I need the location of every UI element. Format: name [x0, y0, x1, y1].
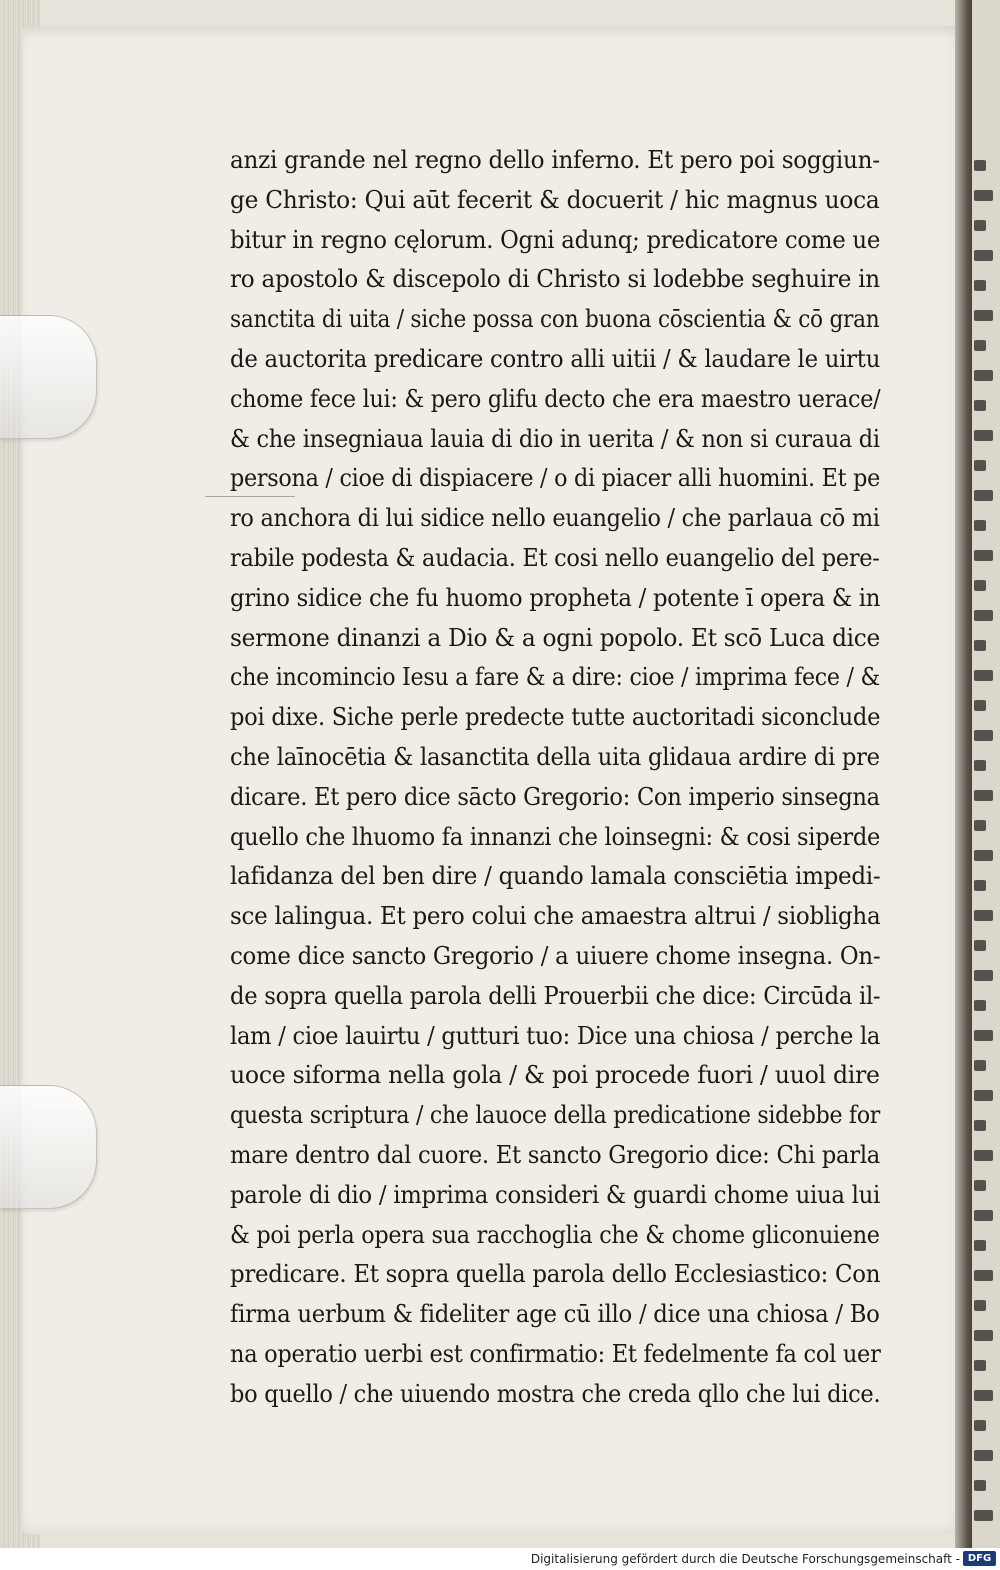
facing-page-text-fragment [974, 400, 986, 411]
facing-page-text-fragment [974, 220, 986, 231]
text-line: chome fece lui: & pero glifu decto che era maestro uerace/ [230, 383, 881, 413]
facing-page-text-fragment [974, 1480, 986, 1491]
text-line: come dice sancto Gregorio / a uiuere chome insegna. On- [230, 940, 881, 970]
facing-page-text-fragment [974, 820, 986, 831]
facing-page-text-fragment [974, 160, 986, 171]
text-line: mare dentro dal cuore. Et sancto Gregorio dice: Chi parla [230, 1139, 881, 1169]
text-line: persona / cioe di dispiacere / o di piacer alli huomini. Et pe [230, 463, 881, 493]
text-line: sanctita di uita / siche possa con buona cōscientia & cō gran [230, 304, 880, 334]
facing-page-text-fragment [974, 580, 986, 591]
text-line: & poi perla opera sua racchoglia che & chome gliconuiene [230, 1219, 880, 1249]
facing-page-text-fragment [974, 760, 986, 771]
text-line: ro anchora di lui sidice nello euangelio / che parlaua cō mi [230, 503, 880, 533]
facing-page-text-fragment [974, 190, 993, 201]
text-line: sermone dinanzi a Dio & a ogni popolo. Et scō Luca dice [230, 622, 880, 652]
facing-page-text-fragment [974, 340, 986, 351]
facing-page-text-fragment [974, 1060, 986, 1071]
footer-bar [0, 1548, 1000, 1570]
text-line: lafidanza del ben dire / quando lamala consciētia impedi- [230, 861, 881, 891]
facing-page-text-fragment [974, 1330, 993, 1341]
page-clip-top [0, 315, 97, 439]
text-line: sce lalingua. Et pero colui che amaestra altrui / siobligha [230, 901, 881, 931]
text-line: firma uerbum & fideliter age cū illo / dice una chiosa / Bo [230, 1299, 880, 1329]
facing-page-text-fragment [974, 1390, 993, 1401]
facing-page-text-fragment [974, 730, 993, 741]
text-line: na operatio uerbi est confirmatio: Et fedelmente fa col uer [230, 1338, 881, 1368]
facing-page-text-fragment [974, 1450, 993, 1461]
facing-page-text-fragment [974, 1240, 986, 1251]
facing-page-text-fragment [974, 1150, 993, 1161]
text-line: rabile podesta & audacia. Et cosi nello euangelio del pere- [230, 542, 880, 572]
text-line: dicare. Et pero dice sācto Gregorio: Con imperio sinsegna [230, 781, 880, 811]
text-line: predicare. Et sopra quella parola dello Ecclesiastico: Con [230, 1259, 881, 1289]
facing-page [972, 0, 1000, 1548]
facing-page-text-fragment [974, 1030, 993, 1041]
facing-page-text-fragment [974, 1360, 986, 1371]
facing-page-text-fragment [974, 1180, 986, 1191]
facing-page-text-fragment [974, 460, 986, 471]
text-line: anzi grande nel regno dello inferno. Et pero poi soggiun- [230, 145, 880, 174]
facing-page-text-fragment [974, 310, 993, 321]
facing-page-text-fragment [974, 550, 993, 561]
text-line: bo quello / che uiuendo mostra che creda qllo che lui dice. [230, 1378, 881, 1408]
facing-page-text-fragment [974, 1210, 993, 1221]
text-line: poi dixe. Siche perle predecte tutte auctoritadi siconclude [230, 702, 881, 732]
facing-page-text-fragment [974, 670, 993, 681]
facing-page-text-fragment [974, 520, 986, 531]
facing-page-text-fragment [974, 1420, 986, 1431]
facing-page-text-fragment [974, 1090, 993, 1101]
facing-page-text-fragment [974, 280, 986, 291]
facing-page-text-fragment [974, 790, 993, 801]
facing-page-text-fragment [974, 1300, 986, 1311]
facing-page-text-fragment [974, 1270, 993, 1281]
text-line: uoce siforma nella gola / & poi procede fuori / uuol dire [230, 1060, 880, 1090]
facing-page-text-fragment [974, 910, 993, 921]
text-line: de auctorita predicare contro alli uitii / & laudare le uirtu [230, 343, 881, 373]
printed-text-block [230, 140, 880, 1414]
text-line: de sopra quella parola delli Prouerbii che dice: Circūda il- [230, 980, 881, 1010]
text-line: che incomincio Iesu a fare & a dire: cioe / imprima fece / & [230, 662, 880, 692]
text-line: quello che lhuomo fa innanzi che loinsegni: & cosi siperde [230, 821, 881, 851]
text-line: parole di dio / imprima consideri & guardi chome uiua lui [230, 1179, 881, 1209]
facing-page-text-fragment [974, 430, 993, 441]
dfg-logo: DFG [963, 1551, 996, 1566]
facing-page-text-fragment [974, 1510, 993, 1521]
facing-page-text-fragment [974, 700, 986, 711]
facing-page-text-fragment [974, 610, 993, 621]
facing-page-text-fragment [974, 940, 986, 951]
facing-page-text-fragment [974, 490, 993, 501]
text-line: che laīnocētia & lasanctita della uita glidaua ardire di pre [230, 741, 880, 771]
facing-page-text-fragment [974, 850, 993, 861]
facing-page-text-fragment [974, 1000, 986, 1011]
text-line: lam / cioe lauirtu / gutturi tuo: Dice una chiosa / perche la [230, 1020, 881, 1050]
text-line: & che insegniaua lauia di dio in uerita / & non si curaua di [230, 423, 880, 453]
text-line: questa scriptura / che lauoce della predicatione sidebbe for [230, 1100, 881, 1130]
facing-page-text-fragment [974, 880, 986, 891]
facing-page-text-fragment [974, 970, 993, 981]
facing-page-text-fragment [974, 640, 986, 651]
digitization-credit: Digitalisierung gefördert durch die Deutsche Forschungsgemeinschaft - [530, 1552, 960, 1566]
facing-page-text-fragment [974, 250, 993, 261]
facing-page-text-fragment [974, 1120, 986, 1131]
text-line: ro apostolo & discepolo di Christo si lodebbe seghuire in [230, 264, 880, 294]
facing-page-text-fragment [974, 370, 993, 381]
text-line: grino sidice che fu huomo propheta / potente ī opera & in [230, 582, 881, 612]
text-line: bitur in regno cęlorum. Ogni adunq; predicatore come ue [230, 224, 881, 254]
text-line: ge Christo: Qui aūt fecerit & docuerit / hic magnus uoca [230, 184, 880, 214]
page-clip-bottom [0, 1085, 97, 1209]
